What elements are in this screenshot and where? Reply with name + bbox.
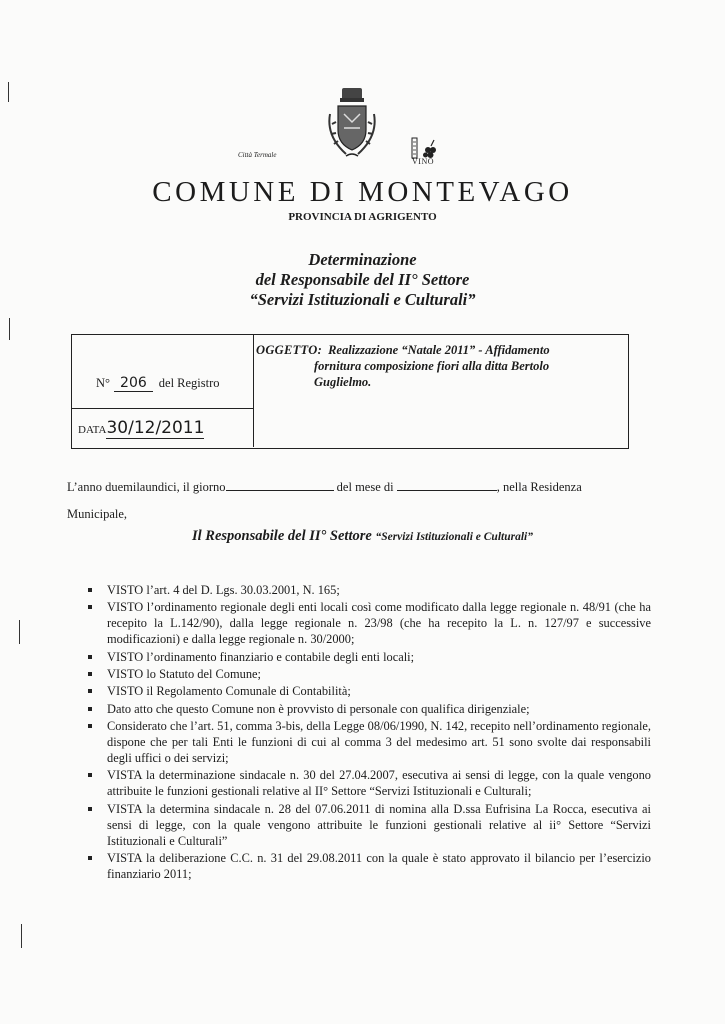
list-item: VISTO il Regolamento Comunale di Contabilità;	[86, 683, 651, 699]
determination-line-2: del Responsabile del II° Settore	[255, 270, 470, 289]
intro-text-4: Municipale,	[67, 507, 128, 521]
determination-line-3: “Servizi Istituzionali e Culturali”	[249, 290, 476, 309]
box-divider	[71, 408, 253, 409]
subject-line-1: Realizzazione “Natale 2011” - Affidamento	[328, 343, 550, 357]
list-item: VISTO lo Statuto del Comune;	[86, 666, 651, 682]
list-item: Dato atto che questo Comune non è provvisto di personale con qualifica dirigenziale;	[86, 701, 651, 717]
intro-text-2: del mese di	[336, 480, 394, 494]
list-item: Considerato che l’art. 51, comma 3-bis, della Legge 08/06/1990, N. 142, recepito nell’ordinamento regionale, dispone che per tali Enti le funzioni di cui al comma 3 del medesimo art. 51 sono svolte dai responsabili degli uffici o dei servizi;	[86, 718, 651, 766]
number-prefix: N°	[96, 376, 111, 390]
determination-title: Determinazione	[308, 250, 417, 269]
record-date	[78, 418, 204, 438]
margin-mark	[21, 924, 22, 948]
box-divider	[253, 334, 254, 447]
date-label: DATA	[78, 424, 107, 436]
list-item: VISTA la determina sindacale n. 28 del 07.06.2011 di nomina alla D.ssa Eufrisina La Rocca, esecutiva ai sensi di legge, con la quale vengono attribuite le funzioni gestionali relative al ii° Settore “Servizi Istituzionali e Culturali”	[86, 801, 651, 849]
list-item: VISTO l’ordinamento regionale degli enti locali così come modificato dalla legge regionale n. 48/91 (che ha recepito la L.142/90), dalla legge regionale n. 23/98 (che ha recepito la L. n. 127/97 e successive modificazioni) e dalla legge regionale n. 30/2000;	[86, 599, 651, 647]
considerations-list	[86, 582, 651, 884]
intro-text-1: L’anno duemilaundici, il giorno	[67, 480, 226, 494]
subject-line-2: fornitura composizione fiori alla ditta Bertolo	[314, 359, 550, 373]
registry-label: del Registro	[158, 376, 220, 390]
date-value: 30/12/2011	[106, 418, 205, 438]
municipal-crest-icon	[318, 84, 386, 164]
municipality-title: COMUNE DI MONTEVAGO	[152, 176, 573, 208]
responsible-sub: “Servizi Istituzionali e Culturali”	[375, 531, 533, 543]
subject-line-3: Guglielmo.	[314, 375, 372, 389]
registry-number	[96, 375, 220, 391]
responsible-main: Il Responsabile del II° Settore	[192, 528, 372, 544]
list-item: VISTO l’ordinamento finanziario e contabile degli enti locali;	[86, 649, 651, 665]
month-blank	[397, 478, 497, 491]
intro-paragraph	[67, 474, 667, 528]
vino-logo-text: VINO	[412, 157, 434, 166]
margin-mark	[9, 318, 10, 340]
province-subtitle: PROVINCIA DI AGRIGENTO	[288, 211, 437, 223]
subject-block	[256, 342, 624, 390]
margin-mark	[8, 82, 9, 102]
list-item: VISTA la determinazione sindacale n. 30 del 27.04.2007, esecutiva ai sensi di legge, con la quale vengono attribuite le funzioni gestionali relative al II° Settore “Servizi Istituzionali e Culturali;	[86, 767, 651, 799]
list-item: VISTO l’art. 4 del D. Lgs. 30.03.2001, N. 165;	[86, 582, 651, 598]
responsible-heading	[0, 528, 725, 545]
day-blank	[226, 478, 334, 491]
registry-number-value: 206	[114, 375, 153, 392]
list-item: VISTA la deliberazione C.C. n. 31 del 29.08.2011 con la quale è stato approvato il bilancio per l’esercizio finanziario 2011;	[86, 850, 651, 882]
intro-text-3: , nella Residenza	[496, 480, 582, 494]
margin-mark	[19, 620, 20, 644]
crest-caption: Città Termale	[238, 151, 277, 159]
subject-label: OGGETTO:	[256, 343, 323, 357]
